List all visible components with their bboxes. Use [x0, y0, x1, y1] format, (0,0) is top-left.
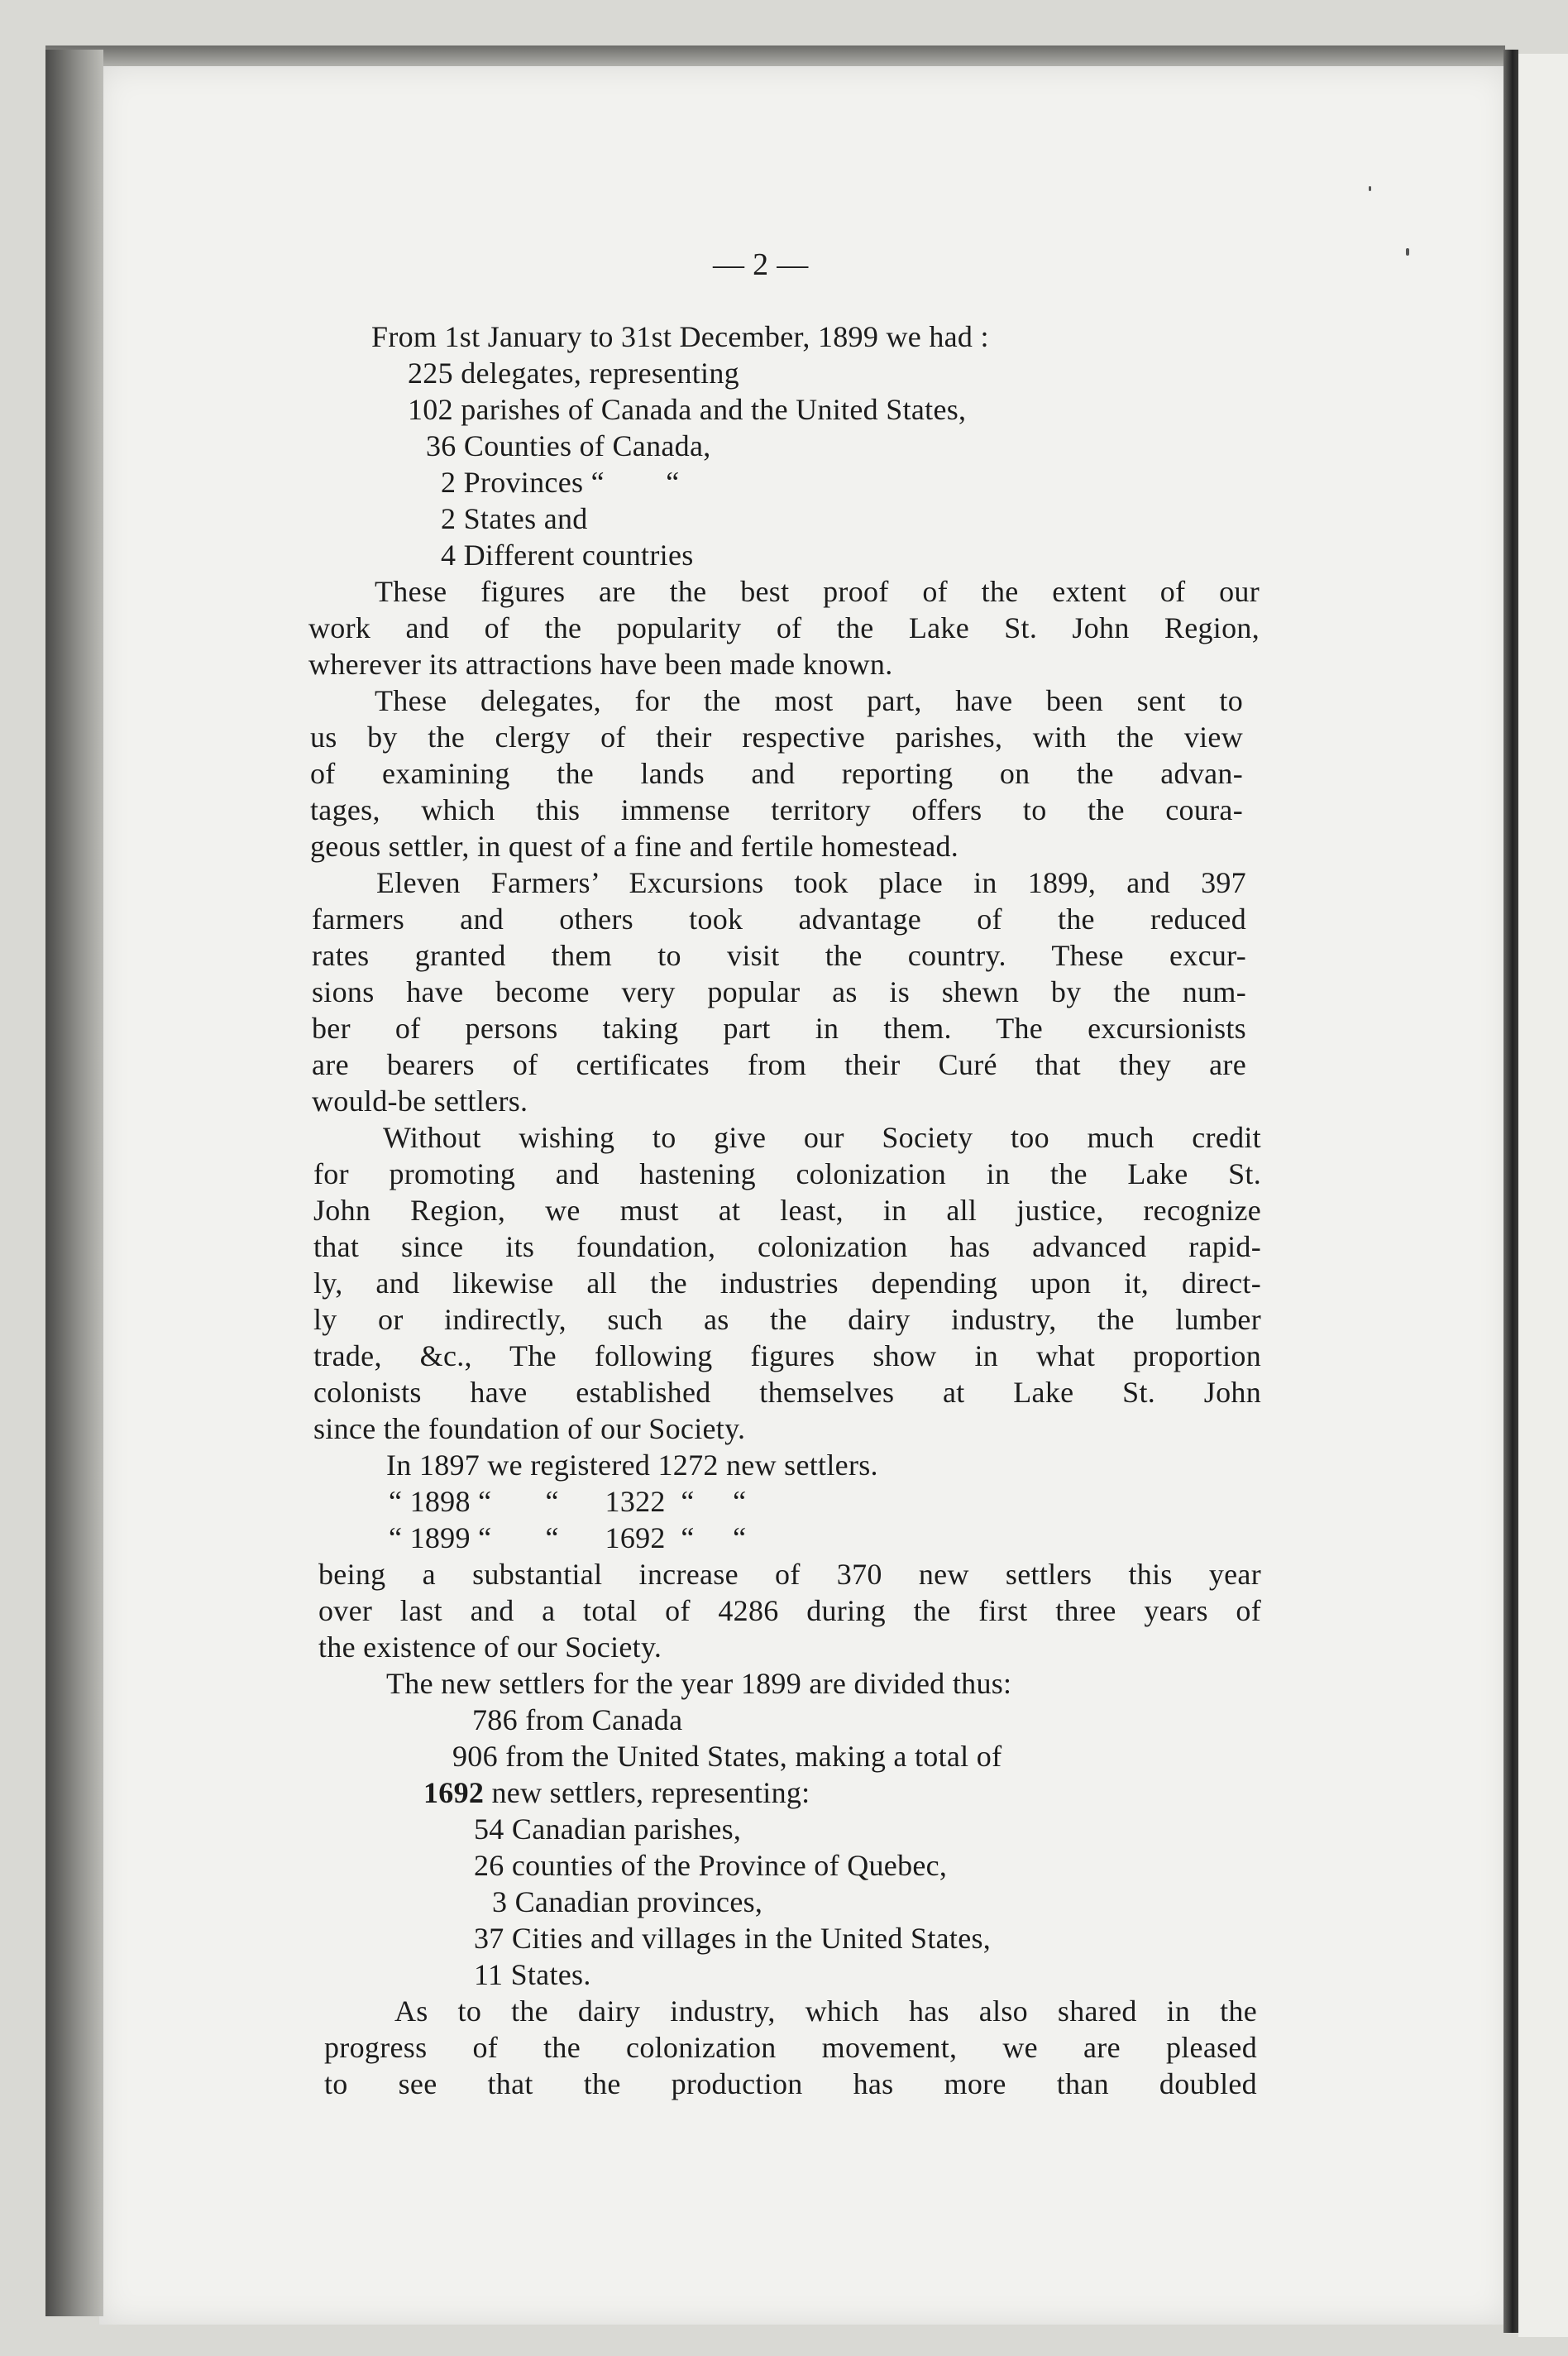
paragraph-line: colonists have established themselves at Lake St. John: [313, 1376, 1261, 1409]
paragraph-line: As to the dairy industry, which has also shared in the: [394, 1994, 1257, 2028]
settlers-row-1897: In 1897 we registered 1272 new settlers.: [386, 1449, 878, 1482]
list-item: 3 Canadian provinces,: [492, 1885, 763, 1918]
list-item: 11 States.: [474, 1958, 591, 1991]
paragraph-line: are bearers of certificates from their Curé that they are: [312, 1048, 1246, 1081]
list-item: 2 Provinces “ “: [441, 466, 680, 499]
paragraph-line: since the foundation of our Society.: [313, 1412, 746, 1445]
paragraph-line: being a substantial increase of 370 new settlers this year: [318, 1558, 1261, 1591]
binding-gutter: [1503, 50, 1518, 2333]
intro-line: From 1st January to 31st December, 1899 we had :: [371, 320, 989, 353]
paragraph-line: to see that the production has more than doubled: [324, 2067, 1257, 2100]
paragraph-line: progress of the colonization movement, we are pleased: [324, 2031, 1257, 2064]
paragraph-line: of examining the lands and reporting on the advan-: [310, 757, 1243, 790]
paragraph-line: the existence of our Society.: [318, 1631, 662, 1664]
scan-top-edge: [45, 45, 1505, 69]
paragraph-line: Eleven Farmers’ Excursions took place in 1899, and 397: [376, 866, 1246, 899]
list-item: 36 Counties of Canada,: [426, 429, 711, 462]
paragraph-line: Without wishing to give our Society too much credit: [383, 1121, 1261, 1154]
total-line: [423, 1774, 810, 1811]
paragraph-line: tages, which this immense territory offers to the coura-: [310, 793, 1243, 826]
list-item: 102 parishes of Canada and the United States,: [408, 393, 967, 426]
paragraph-line: work and of the popularity of the Lake St. John Region,: [308, 611, 1260, 644]
paragraph-line: farmers and others took advantage of the reduced: [312, 903, 1246, 936]
list-item: 225 delegates, representing: [408, 357, 739, 390]
paragraph-line: would-be settlers.: [312, 1085, 528, 1118]
adjacent-page-edge: [1518, 54, 1568, 2337]
paragraph-line: for promoting and hastening colonization in the Lake St.: [313, 1157, 1261, 1190]
paragraph-line: ber of persons taking part in them. The excursionists: [312, 1012, 1246, 1045]
paragraph-line: These figures are the best proof of the extent of our: [375, 575, 1260, 608]
list-item: 906 from the United States, making a total of: [452, 1740, 1002, 1773]
paragraph-line: rates granted them to visit the country. These excur-: [312, 939, 1246, 972]
total-line-rest: new settlers, representing:: [484, 1776, 810, 1809]
paragraph-line: trade, &c., The following figures show in what proportion: [313, 1339, 1261, 1372]
page-number: — 2 —: [713, 247, 809, 282]
dust-speck: [1406, 248, 1409, 256]
paragraph-line: us by the clergy of their respective parishes, with the view: [310, 721, 1243, 754]
paragraph-line: sions have become very popular as is shewn by the num-: [312, 975, 1246, 1008]
paragraph-line: wherever its attractions have been made known.: [308, 648, 893, 681]
paragraph-line: over last and a total of 4286 during the first three years of: [318, 1594, 1261, 1627]
list-item: 4 Different countries: [441, 539, 694, 572]
paragraph-line: These delegates, for the most part, have been sent to: [375, 684, 1243, 717]
dust-speck: [1369, 186, 1371, 191]
settlers-row-1899: “ 1899 “ “ 1692 “ “: [389, 1521, 747, 1554]
paragraph-line: ly or indirectly, such as the dairy industry, the lumber: [313, 1303, 1261, 1336]
list-item: 37 Cities and villages in the United States,: [474, 1922, 992, 1955]
paragraph-line: geous settler, in quest of a fine and fertile homestead.: [310, 830, 959, 863]
settlers-row-1898: “ 1898 “ “ 1322 “ “: [389, 1485, 747, 1518]
paragraph-line: ly, and likewise all the industries depending upon it, direct-: [313, 1267, 1261, 1300]
scan-left-edge: [45, 50, 103, 2316]
total-bold-number: 1692: [423, 1776, 485, 1809]
list-item: 786 from Canada: [472, 1703, 683, 1736]
paragraph-line: The new settlers for the year 1899 are divided thus:: [386, 1667, 1012, 1700]
paragraph-line: that since its foundation, colonization has advanced rapid-: [313, 1230, 1261, 1263]
list-item: 54 Canadian parishes,: [474, 1812, 742, 1846]
list-item: 2 States and: [441, 502, 588, 535]
list-item: 26 counties of the Province of Quebec,: [474, 1849, 948, 1882]
paragraph-line: John Region, we must at least, in all justice, recognize: [313, 1194, 1261, 1227]
